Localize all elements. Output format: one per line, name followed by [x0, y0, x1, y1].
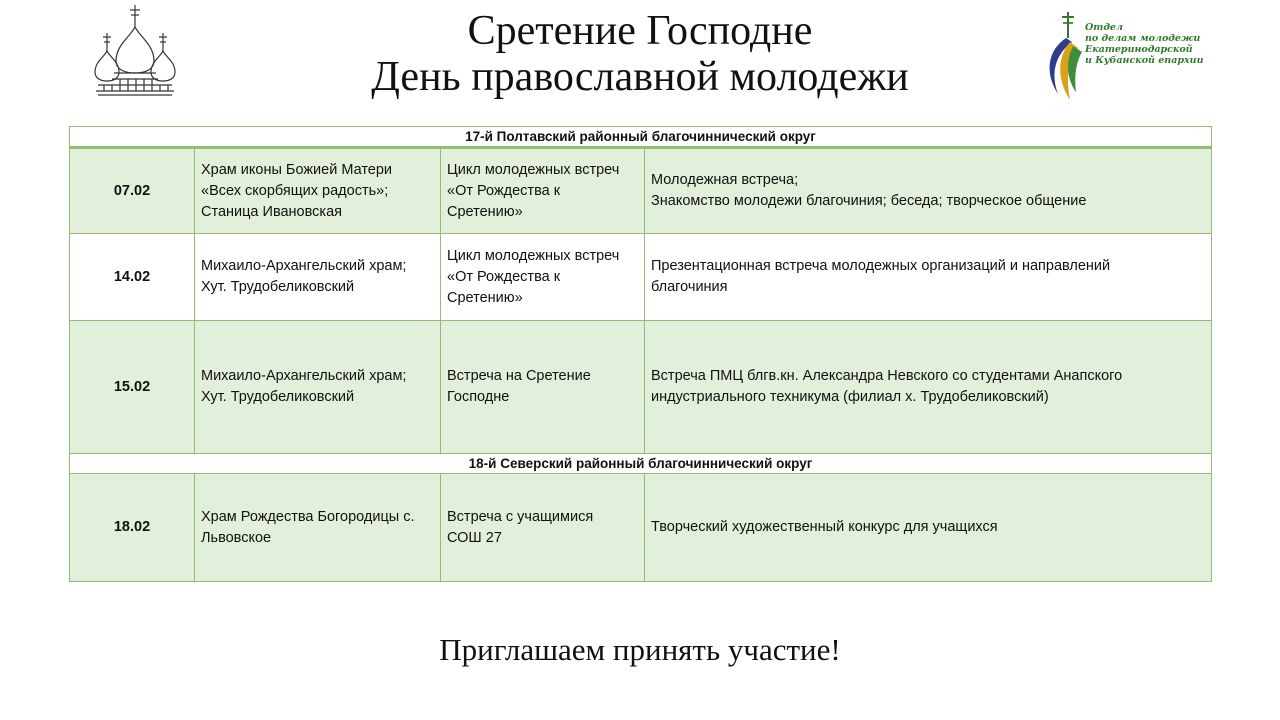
description-line: благочиния — [651, 279, 728, 295]
table-row — [70, 148, 1212, 234]
event-date: 14.02 — [70, 234, 195, 321]
event-name — [441, 148, 645, 234]
place-line: Станица Ивановская — [201, 203, 342, 220]
event-line: «От Рождества к — [447, 182, 561, 199]
place-line: Михаило-Архангельский храм; — [201, 368, 407, 384]
description-line: Знакомство молодежи благочиния; беседа; творческое общение — [651, 193, 1087, 209]
event-line: СОШ 27 — [447, 529, 502, 546]
description-line: Творческий художественный конкурс для учащихся — [651, 519, 998, 535]
place-line: Хут. Трудобеликовский — [201, 279, 355, 295]
description-line: Встреча ПМЦ блгв.кн. Александра Невского со студентами Анапского — [651, 368, 1123, 384]
event-place — [195, 148, 441, 234]
event-name — [441, 234, 645, 321]
event-line: Цикл молодежных встреч — [447, 161, 620, 178]
table-row — [70, 234, 1212, 321]
department-logo-text — [1085, 22, 1204, 66]
place-line: Михаило-Архангельский храм; — [201, 258, 407, 274]
title-line-1: Сретение Господне — [467, 8, 813, 54]
dept-line-4: и Кубанской епархии — [1085, 55, 1204, 66]
dept-line-1: Отдел — [1085, 22, 1123, 33]
section-title: 18-й Северский районный благочиннический округ — [70, 454, 1212, 474]
event-line: Встреча на Сретение — [447, 368, 591, 384]
event-date: 15.02 — [70, 321, 195, 454]
event-place — [195, 321, 441, 454]
place-line: «Всех скорбящих радость»; — [201, 182, 389, 199]
section-title: 17-й Полтавский районный благочиннический округ — [70, 127, 1212, 148]
dept-line-3: Екатеринодарской — [1085, 44, 1193, 55]
schedule-table — [69, 126, 1212, 582]
title-line-2: День православной молодежи — [371, 54, 909, 100]
table-row — [70, 321, 1212, 454]
event-date: 18.02 — [70, 474, 195, 582]
event-description — [645, 234, 1212, 321]
dept-line-2: по делам молодежи — [1085, 33, 1201, 44]
place-line: Хут. Трудобеликовский — [201, 389, 355, 405]
event-line: «От Рождества к — [447, 268, 561, 285]
event-place — [195, 474, 441, 582]
place-line: Храм иконы Божией Матери — [201, 161, 393, 178]
description-line: индустриального техникума (филиал х. Трудобеликовский) — [651, 389, 1049, 405]
event-line: Цикл молодежных встреч — [447, 247, 620, 264]
section-header — [70, 454, 1212, 474]
section-header — [70, 127, 1212, 148]
page-title — [240, 8, 1040, 100]
event-description — [645, 474, 1212, 582]
event-name — [441, 474, 645, 582]
description-line: Молодежная встреча; — [651, 172, 799, 188]
event-line: Господне — [447, 389, 510, 405]
event-date: 07.02 — [70, 148, 195, 234]
place-line: Храм Рождества Богородицы с. — [201, 508, 415, 525]
event-place — [195, 234, 441, 321]
event-line: Сретению» — [447, 203, 523, 220]
event-line: Сретению» — [447, 289, 523, 306]
place-line: Львовское — [201, 529, 272, 546]
table-row — [70, 474, 1212, 582]
event-description — [645, 321, 1212, 454]
event-line: Встреча с учащимися — [447, 508, 594, 525]
event-description — [645, 148, 1212, 234]
event-name — [441, 321, 645, 454]
invitation-text: Приглашаем принять участие! — [439, 632, 841, 667]
description-line: Презентационная встреча молодежных организаций и направлений — [651, 258, 1111, 274]
church-domes-icon — [90, 5, 185, 97]
